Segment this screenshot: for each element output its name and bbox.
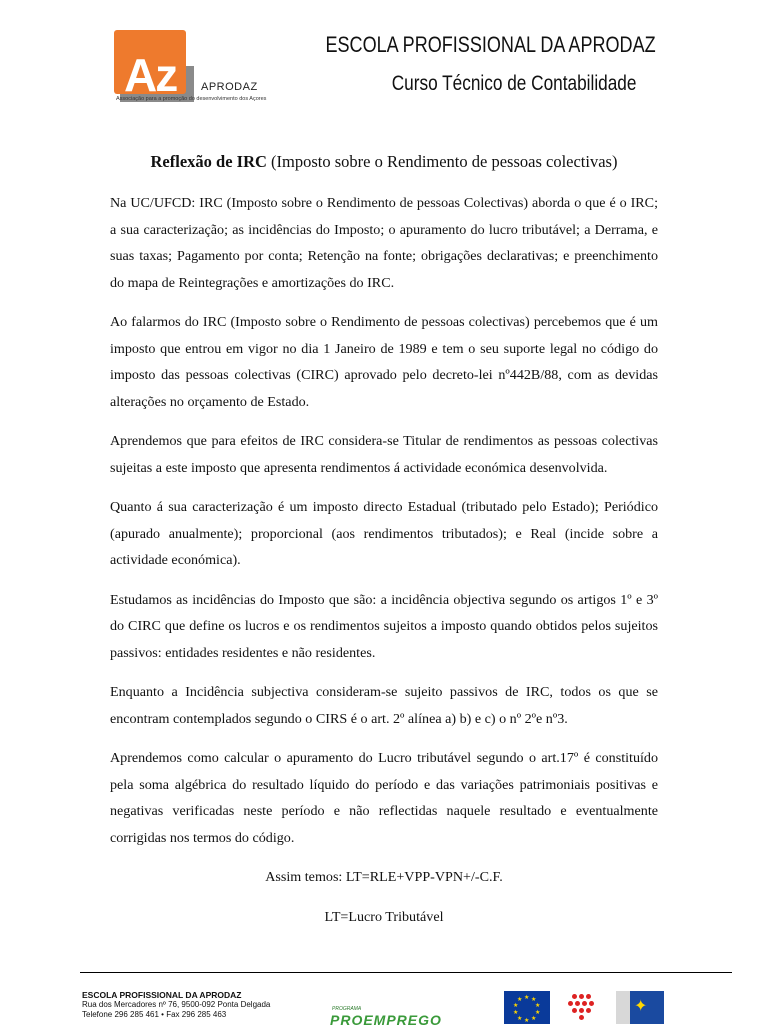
azores-government-logo-icon — [616, 991, 664, 1024]
azores-stripe — [616, 991, 630, 1024]
paragraph-7: Aprendemos como calcular o apuramento do Lucro tributável segundo o art.17º é constituído pela soma algébrica do resultado líquido do período e das variações patrimoniais positivas e negativas verificadas neste período e não reflectidas naquele resultado e eventualmente corrigidas nos termos do código. — [110, 750, 658, 846]
eu-flag-icon: ★ ★ ★ ★ ★ ★ ★ ★ ★ ★ — [504, 991, 550, 1024]
paragraph-5: Estudamos as incidências do Imposto que são: a incidência objectiva segundo os artigos 1º e 3º do CIRC que define os lucros e os rendimentos sujeitos a imposto quando obtidos pelos sujeitos passivos: entidades residentes e não residentes. — [110, 591, 658, 661]
program-label: PROGRAMA — [332, 1006, 362, 1012]
page-header — [0, 0, 768, 130]
document-title — [110, 150, 658, 174]
footer-street: Rua dos Mercadores nº 76, 9500-092 Ponta Delgada — [82, 1000, 271, 1009]
compete-logo-icon — [566, 992, 602, 1024]
title-rest: (Imposto sobre o Rendimento de pessoas colectivas) — [266, 152, 618, 171]
footer-school-name: ESCOLA PROFISSIONAL DA APRODAZ — [82, 990, 242, 1000]
proemprego-logo — [330, 1006, 450, 1028]
logo-name: APRODAZ — [201, 81, 258, 93]
school-name: ESCOLA PROFISSIONAL DA APRODAZ — [325, 32, 656, 57]
formula-definition: LT=Lucro Tributável — [324, 909, 444, 925]
paragraph-1: Na UC/UFCD: IRC (Imposto sobre o Rendimento de pessoas Colectivas) aborda o que é o IRC; a sua caracterização; as incidências do Imposto; o apuramento do lucro tributável; a Derrama, e suas taxas; Pagamento por conta; Retenção na fonte; obrigações declarativas; e preenchimento do mapa de Reintegrações e amortizações do IRC. — [110, 195, 658, 291]
footer-phone: Telefone 296 285 461 • Fax 296 285 463 — [82, 1010, 227, 1019]
paragraph-6: Enquanto a Incidência subjectiva consideram-se sujeito passivos de IRC, todos os que se encontram contemplados segundo o CIRS é o art. 2º alínea a) b) e c) o nº 2ºe nº3. — [110, 684, 658, 727]
aprodaz-logo — [114, 30, 284, 110]
program-name: PROEMPREGO — [330, 1012, 442, 1028]
document-body — [110, 150, 658, 944]
paragraph-3: Aprendemos que para efeitos de IRC considera-se Titular de rendimentos as pessoas colectivas sujeitas a este imposto que apresenta rendimentos á actividade económica desenvolvida. — [110, 433, 658, 476]
footer-address — [82, 990, 270, 1020]
title-bold: Reflexão de IRC — [150, 152, 267, 171]
formula-line: Assim temos: LT=RLE+VPP-VPN+/-C.F. — [265, 869, 503, 885]
course-name: Curso Técnico de Contabilidade — [391, 72, 636, 95]
footer-divider — [80, 972, 732, 973]
paragraph-4: Quanto á sua caracterização é um imposto directo Estadual (tributado pelo Estado); Periódico (apurado anualmente); proporcional (aos rendimentos tributados); e Real (incide sobre a actividade económica). — [110, 499, 658, 568]
logo-initials: Az — [124, 49, 177, 101]
azores-emblem-icon: ✦ — [634, 998, 648, 1015]
logo-tagline: Associação para a promoção do desenvolvimento dos Açores — [116, 96, 267, 102]
paragraph-2: Ao falarmos do IRC (Imposto sobre o Rendimento de pessoas colectivas) percebemos que é um imposto que entrou em vigor no dia 1 Janeiro de 1989 e tem o seu suporte legal no código do imposto das pessoas colectivas (CIRC) aprovado pelo decreto-lei nº442B/88, com as devidas alterações no orçamento de Estado. — [110, 314, 658, 410]
